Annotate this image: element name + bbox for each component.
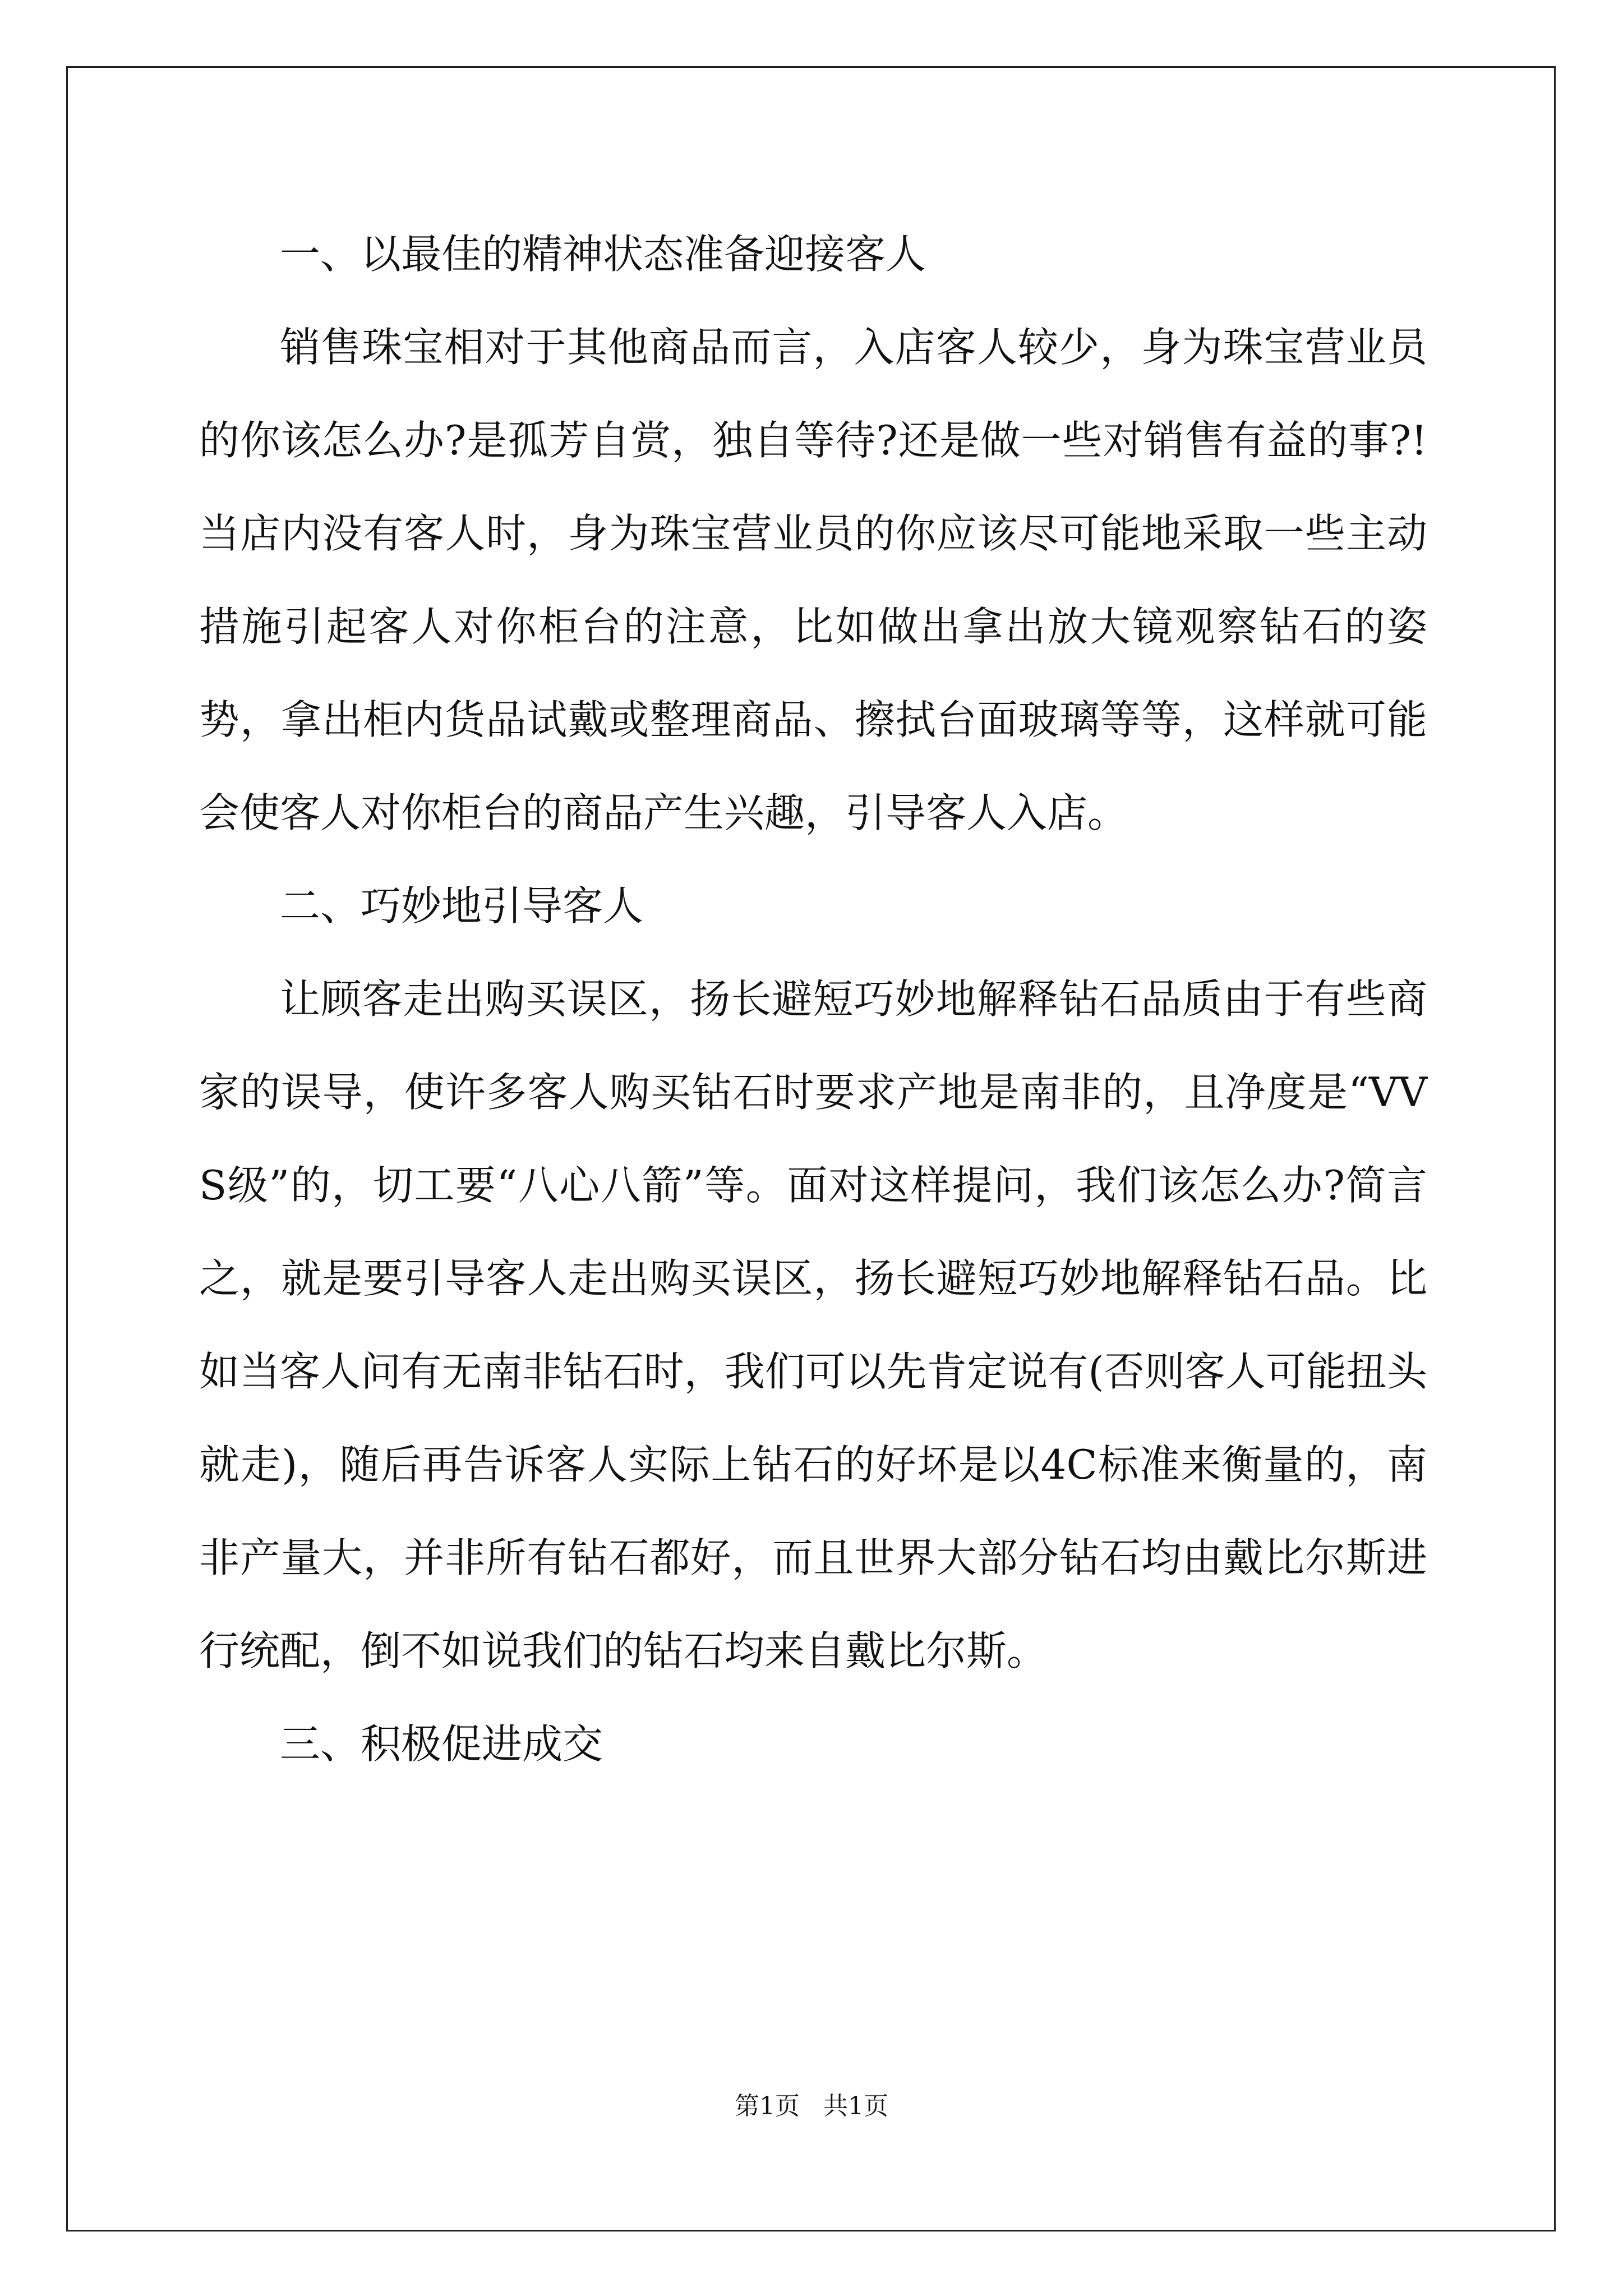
section-heading-2: 二、巧妙地引导客人 — [280, 882, 644, 930]
document-body — [199, 208, 1427, 1791]
page-number-footer: 第1页 共1页 — [735, 2092, 888, 2120]
paragraph-2: 让顾客走出购买误区，扬长避短巧妙地解释钻石品质由于有些商家的误导，使许多客人购买钻石时要求产地是南非的，且净度是“VVS级”的，切工要“八心八箭”等。面对这样提问，我们该怎么办?简言之，就是要引导客人走出购买误区，扬长避短巧妙地解释钻石品。比如当客人问有无南非钻石时，我们可以先肯定说有(否则客人可能扭头就走)，随后再告诉客人实际上钻石的好坏是以4C标准来衡量的，南非产量大，并非所有钻石都好，而且世界大部分钻石均由戴比尔斯进行统配，倒不如说我们的钻石均来自戴比尔斯。 — [199, 976, 1427, 1674]
paragraph-1: 销售珠宝相对于其他商品而言，入店客人较少，身为珠宝营业员的你该怎么办?是孤芳自赏，独自等待?还是做一些对销售有益的事?!当店内没有客人时，身为珠宝营业员的你应该尽可能地采取一些主动措施引起客人对你柜台的注意，比如做出拿出放大镜观察钻石的姿势，拿出柜内货品试戴或整理商品、擦拭台面玻璃等等，这样就可能会使客人对你柜台的商品产生兴趣，引导客人入店。 — [199, 324, 1427, 836]
section-heading-3: 三、积极促进成交 — [280, 1720, 603, 1768]
section-heading-1: 一、以最佳的精神状态准备迎接客人 — [280, 231, 926, 278]
